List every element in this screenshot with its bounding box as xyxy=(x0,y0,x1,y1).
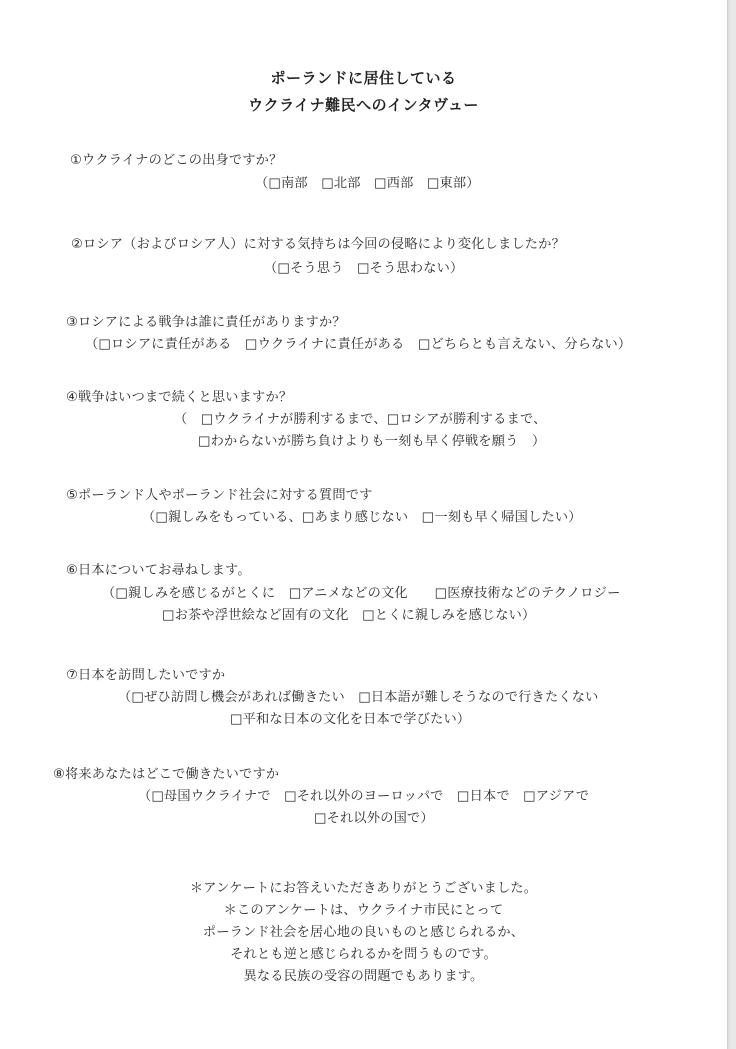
question-4: ④戦争はいつまで続くと思いますか？ xyxy=(66,390,293,405)
footer-line-4: それとも逆と感じられるかを問うものです。 xyxy=(230,947,497,962)
question-1: ①ウクライナのどこの出身ですか？ xyxy=(70,153,283,168)
question-8-options-line-2: □それ以外の国で） xyxy=(314,811,434,826)
question-7-options-line-2: □平和な日本の文化を日本で学びたい） xyxy=(230,712,471,727)
question-7-options-line-1: （□ぜひ訪問し機会があれば働きたい □日本語が難しそうなので行きたくない xyxy=(118,690,599,705)
question-2-options: （□そう思う □そう思わない） xyxy=(264,261,464,276)
title-line-1: ポーランドに居住している xyxy=(270,69,457,87)
question-8-options-line-1: （□母国ウクライナで □それ以外のヨーロッパで □日本で □アジアで xyxy=(138,789,590,804)
question-1-options: （□南部 □北部 □西部 □東部） xyxy=(255,176,480,191)
question-3-options: （□ロシアに責任がある □ウクライナに責任がある □どちらとも言えない、分らない） xyxy=(85,337,632,352)
question-3: ③ロシアによる戦争は誰に責任がありますか？ xyxy=(66,315,346,330)
title-line-2: ウクライナ難民へのインタヴュー xyxy=(248,96,479,114)
footer-line-1: ＊アンケートにお答えいただきありがとうございました。 xyxy=(189,881,538,896)
question-4-options-line-2: □わからないが勝ち負けよりも一刻も早く停戦を願う ） xyxy=(198,434,546,449)
question-4-options-line-1: （ □ウクライナが勝利するまで、□ロシアが勝利するまで、 xyxy=(174,412,547,427)
question-5: ⑤ポーランド人やポーランド社会に対する質問です xyxy=(66,488,373,503)
question-6-options-line-1: （□親しみを感じるがとくに □アニメなどの文化 □医療技術などのテクノロジー xyxy=(102,586,621,601)
question-7: ⑦日本を訪問したいですか xyxy=(66,668,226,683)
question-6-options-line-2: □お茶や浮世絵など固有の文化 □とくに親しみを感じない） xyxy=(162,608,536,623)
footer-line-3: ポーランド社会を居心地の良いものと感じられるか、 xyxy=(202,925,525,940)
question-2: ②ロシア（およびロシア人）に対する気持ちは今回の侵略により変化しましたか？ xyxy=(71,237,565,252)
footer-line-5: 異なる民族の受容の問題でもあります。 xyxy=(243,969,484,984)
question-6: ⑥日本についてお尋ねします。 xyxy=(66,563,251,578)
question-8: ⑧将来あなたはどこで働きたいですか xyxy=(53,767,280,782)
question-5-options: （□親しみをもっている、□あまり感じない □一刻も早く帰国したい） xyxy=(142,510,582,525)
footer-line-2: ＊このアンケートは、ウクライナ市民にとって xyxy=(223,903,504,918)
